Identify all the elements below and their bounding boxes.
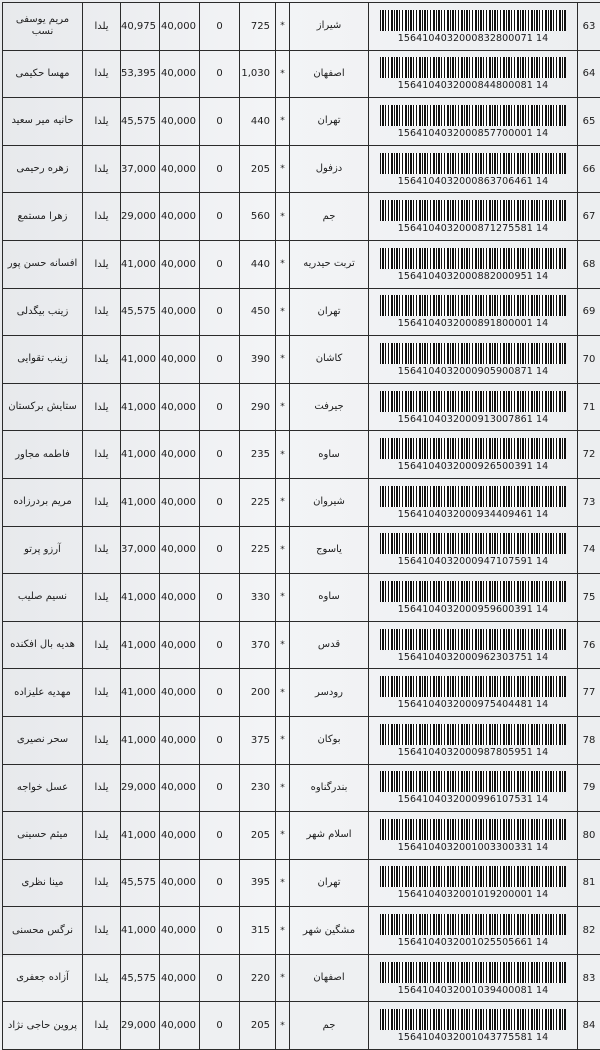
tracking-code: 1564104032000913007861 14 [373,414,573,425]
zero-value: 0 [200,193,240,241]
barcode-graphic [380,914,566,935]
barcode-cell [369,621,578,669]
recipient-name: زهرا مستمع [3,193,83,241]
mark-star: * [276,812,290,860]
mark-star: * [276,98,290,146]
package-type: یلدا [83,907,121,955]
tracking-code: 1564104032000926500391 14 [373,461,573,472]
package-type: یلدا [83,1002,121,1050]
barcode-graphic [380,629,566,650]
barcode-cell [369,812,578,860]
recipient-name: مریم یوسفی نسب [3,3,83,51]
amount-value: 205 [240,145,276,193]
city-name: ساوه [290,431,369,479]
amount-value: 375 [240,716,276,764]
tracking-code: 1564104032000891800001 14 [373,318,573,329]
table-row [3,193,600,241]
total-amount: 41,000 [121,812,160,860]
recipient-name: هدیه بال افکنده [3,621,83,669]
tracking-code: 1564104032000832800071 14 [373,33,573,44]
barcode-cell [369,716,578,764]
amount-value: 725 [240,3,276,51]
amount-value: 220 [240,954,276,1002]
total-amount: 29,000 [121,1002,160,1050]
barcode-cell [369,478,578,526]
barcode-cell [369,3,578,51]
amount-value: 440 [240,240,276,288]
city-name: تهران [290,98,369,146]
zero-value: 0 [200,240,240,288]
mark-star: * [276,907,290,955]
mark-star: * [276,383,290,431]
table-row [3,3,600,51]
barcode-cell [369,431,578,479]
tracking-code: 1564104032000947107591 14 [373,556,573,567]
total-amount: 37,000 [121,145,160,193]
package-type: یلدا [83,336,121,384]
table-row [3,859,600,907]
mark-star: * [276,431,290,479]
package-type: یلدا [83,669,121,717]
package-type: یلدا [83,764,121,812]
barcode-graphic [380,486,566,507]
recipient-name: مریم بردرزاده [3,478,83,526]
zero-value: 0 [200,859,240,907]
row-index: 80 [578,812,600,860]
row-index: 69 [578,288,600,336]
amount-value: 200 [240,669,276,717]
mark-star: * [276,1002,290,1050]
zero-value: 0 [200,478,240,526]
package-type: یلدا [83,716,121,764]
recipient-name: حانیه میر سعید [3,98,83,146]
total-amount: 40,975 [121,3,160,51]
table-row [3,336,600,384]
barcode-graphic [380,105,566,126]
mark-star: * [276,764,290,812]
base-amount: 40,000 [160,145,200,193]
row-index: 76 [578,621,600,669]
recipient-name: مینا نظری [3,859,83,907]
barcode-graphic [380,153,566,174]
table-row [3,288,600,336]
package-type: یلدا [83,431,121,479]
base-amount: 40,000 [160,478,200,526]
base-amount: 40,000 [160,812,200,860]
city-name: جم [290,193,369,241]
tracking-code: 1564104032000871275581 14 [373,223,573,234]
barcode-cell [369,764,578,812]
base-amount: 40,000 [160,50,200,98]
recipient-name: ستایش برکستان [3,383,83,431]
amount-value: 235 [240,431,276,479]
base-amount: 40,000 [160,383,200,431]
base-amount: 40,000 [160,859,200,907]
base-amount: 40,000 [160,431,200,479]
tracking-code: 1564104032000905900871 14 [373,366,573,377]
barcode-graphic [380,676,566,697]
recipient-name: آزاده جعفری [3,954,83,1002]
tracking-code: 1564104032000882000951 14 [373,271,573,282]
barcode-cell [369,336,578,384]
total-amount: 45,575 [121,98,160,146]
total-amount: 45,575 [121,288,160,336]
mark-star: * [276,574,290,622]
row-index: 70 [578,336,600,384]
base-amount: 40,000 [160,288,200,336]
row-index: 72 [578,431,600,479]
amount-value: 225 [240,478,276,526]
recipient-name: مهسا حکیمی [3,50,83,98]
zero-value: 0 [200,526,240,574]
barcode-cell [369,526,578,574]
recipient-name: زهره رحیمی [3,145,83,193]
total-amount: 41,000 [121,907,160,955]
mark-star: * [276,3,290,51]
base-amount: 40,000 [160,954,200,1002]
mark-star: * [276,526,290,574]
city-name: دزفول [290,145,369,193]
zero-value: 0 [200,954,240,1002]
city-name: مشگین شهر [290,907,369,955]
city-name: جم [290,1002,369,1050]
city-name: شیراز [290,3,369,51]
amount-value: 205 [240,812,276,860]
package-type: یلدا [83,574,121,622]
total-amount: 41,000 [121,621,160,669]
package-type: یلدا [83,812,121,860]
barcode-graphic [380,724,566,745]
city-name: تهران [290,859,369,907]
table-row [3,574,600,622]
barcode-graphic [380,962,566,983]
tracking-code: 1564104032000934409461 14 [373,509,573,520]
barcode-graphic [380,438,566,459]
barcode-cell [369,193,578,241]
table-row [3,478,600,526]
zero-value: 0 [200,812,240,860]
tracking-code: 1564104032000863706461 14 [373,176,573,187]
city-name: تربت حیدریه [290,240,369,288]
barcode-graphic [380,819,566,840]
total-amount: 37,000 [121,526,160,574]
table-row [3,98,600,146]
tracking-code: 1564104032000975404481 14 [373,699,573,710]
amount-value: 395 [240,859,276,907]
base-amount: 40,000 [160,193,200,241]
zero-value: 0 [200,716,240,764]
mark-star: * [276,145,290,193]
table-row [3,50,600,98]
row-index: 68 [578,240,600,288]
mark-star: * [276,288,290,336]
table-row [3,383,600,431]
zero-value: 0 [200,764,240,812]
table-row [3,669,600,717]
total-amount: 41,000 [121,383,160,431]
base-amount: 40,000 [160,716,200,764]
base-amount: 40,000 [160,1002,200,1050]
package-type: یلدا [83,288,121,336]
row-index: 64 [578,50,600,98]
base-amount: 40,000 [160,907,200,955]
amount-value: 450 [240,288,276,336]
recipient-name: سحر نصیری [3,716,83,764]
amount-value: 1,030 [240,50,276,98]
base-amount: 40,000 [160,240,200,288]
city-name: کاشان [290,336,369,384]
table-row [3,431,600,479]
city-name: یاسوج [290,526,369,574]
row-index: 78 [578,716,600,764]
total-amount: 41,000 [121,240,160,288]
barcode-cell [369,98,578,146]
row-index: 73 [578,478,600,526]
base-amount: 40,000 [160,621,200,669]
total-amount: 29,000 [121,764,160,812]
barcode-graphic [380,343,566,364]
city-name: تهران [290,288,369,336]
mark-star: * [276,859,290,907]
base-amount: 40,000 [160,526,200,574]
tracking-code: 1564104032000987805951 14 [373,747,573,758]
amount-value: 390 [240,336,276,384]
city-name: بوکان [290,716,369,764]
table-row [3,954,600,1002]
recipient-name: عسل خواجه [3,764,83,812]
barcode-graphic [380,1009,566,1030]
total-amount: 53,395 [121,50,160,98]
zero-value: 0 [200,50,240,98]
city-name: اسلام شهر [290,812,369,860]
table-row [3,764,600,812]
table-row [3,145,600,193]
barcode-cell [369,1002,578,1050]
table-row [3,1002,600,1050]
tracking-code: 1564104032000959600391 14 [373,604,573,615]
total-amount: 41,000 [121,336,160,384]
mark-star: * [276,621,290,669]
total-amount: 41,000 [121,574,160,622]
zero-value: 0 [200,621,240,669]
recipient-name: زینب بیگدلی [3,288,83,336]
zero-value: 0 [200,907,240,955]
base-amount: 40,000 [160,574,200,622]
mark-star: * [276,954,290,1002]
mark-star: * [276,336,290,384]
barcode-graphic [380,771,566,792]
recipient-name: آرزو پرتو [3,526,83,574]
city-name: رودسر [290,669,369,717]
table-row [3,907,600,955]
total-amount: 29,000 [121,193,160,241]
table-row [3,716,600,764]
barcode-cell [369,288,578,336]
recipient-name: زینب تقوایی [3,336,83,384]
package-type: یلدا [83,526,121,574]
row-index: 84 [578,1002,600,1050]
table-body [3,3,600,1050]
total-amount: 41,000 [121,716,160,764]
recipient-name: پروین حاجی نژاد [3,1002,83,1050]
barcode-cell [369,145,578,193]
barcode-cell [369,50,578,98]
amount-value: 440 [240,98,276,146]
package-type: یلدا [83,478,121,526]
amount-value: 230 [240,764,276,812]
barcode-graphic [380,866,566,887]
row-index: 82 [578,907,600,955]
package-type: یلدا [83,193,121,241]
amount-value: 370 [240,621,276,669]
barcode-cell [369,669,578,717]
city-name: بندرگناوه [290,764,369,812]
tracking-code: 1564104032001043775581 14 [373,1032,573,1043]
zero-value: 0 [200,336,240,384]
zero-value: 0 [200,574,240,622]
recipient-name: افسانه حسن پور [3,240,83,288]
row-index: 81 [578,859,600,907]
package-type: یلدا [83,50,121,98]
amount-value: 315 [240,907,276,955]
barcode-cell [369,574,578,622]
amount-value: 290 [240,383,276,431]
mark-star: * [276,478,290,526]
row-index: 71 [578,383,600,431]
barcode-graphic [380,391,566,412]
base-amount: 40,000 [160,98,200,146]
barcode-cell [369,240,578,288]
mark-star: * [276,669,290,717]
total-amount: 45,575 [121,859,160,907]
total-amount: 41,000 [121,431,160,479]
package-type: یلدا [83,954,121,1002]
amount-value: 205 [240,1002,276,1050]
zero-value: 0 [200,431,240,479]
tracking-code: 1564104032000844800081 14 [373,80,573,91]
city-name: اصفهان [290,954,369,1002]
package-type: یلدا [83,3,121,51]
row-index: 63 [578,3,600,51]
row-index: 77 [578,669,600,717]
barcode-graphic [380,248,566,269]
barcode-graphic [380,10,566,31]
package-type: یلدا [83,621,121,669]
row-index: 65 [578,98,600,146]
city-name: جیرفت [290,383,369,431]
city-name: شیروان [290,478,369,526]
barcode-cell [369,954,578,1002]
zero-value: 0 [200,3,240,51]
barcode-graphic [380,57,566,78]
zero-value: 0 [200,288,240,336]
total-amount: 41,000 [121,669,160,717]
amount-value: 225 [240,526,276,574]
tracking-code: 1564104032000962303751 14 [373,652,573,663]
table-row [3,812,600,860]
base-amount: 40,000 [160,764,200,812]
base-amount: 40,000 [160,669,200,717]
zero-value: 0 [200,1002,240,1050]
mark-star: * [276,193,290,241]
row-index: 79 [578,764,600,812]
row-index: 67 [578,193,600,241]
barcode-graphic [380,581,566,602]
barcode-graphic [380,533,566,554]
tracking-code: 1564104032001019200001 14 [373,889,573,900]
barcode-cell [369,907,578,955]
package-type: یلدا [83,240,121,288]
mark-star: * [276,240,290,288]
barcode-cell [369,383,578,431]
city-name: اصفهان [290,50,369,98]
zero-value: 0 [200,669,240,717]
zero-value: 0 [200,145,240,193]
tracking-code: 1564104032000857700001 14 [373,128,573,139]
recipient-name: نرگس محسنی [3,907,83,955]
recipient-name: مهدیه علیزاده [3,669,83,717]
zero-value: 0 [200,98,240,146]
shipments-table [2,2,600,1050]
tracking-code: 1564104032001003300331 14 [373,842,573,853]
city-name: قدس [290,621,369,669]
base-amount: 40,000 [160,3,200,51]
total-amount: 45,575 [121,954,160,1002]
barcode-graphic [380,295,566,316]
base-amount: 40,000 [160,336,200,384]
row-index: 74 [578,526,600,574]
total-amount: 41,000 [121,478,160,526]
table-row [3,526,600,574]
mark-star: * [276,716,290,764]
package-type: یلدا [83,383,121,431]
row-index: 75 [578,574,600,622]
tracking-code: 1564104032001039400081 14 [373,985,573,996]
table-row [3,240,600,288]
recipient-name: میثم حسینی [3,812,83,860]
city-name: ساوه [290,574,369,622]
tracking-code: 1564104032001025505661 14 [373,937,573,948]
recipient-name: نسیم صلیب [3,574,83,622]
barcode-cell [369,859,578,907]
barcode-graphic [380,200,566,221]
row-index: 83 [578,954,600,1002]
row-index: 66 [578,145,600,193]
mark-star: * [276,50,290,98]
amount-value: 330 [240,574,276,622]
package-type: یلدا [83,145,121,193]
zero-value: 0 [200,383,240,431]
recipient-name: فاطمه مجاور [3,431,83,479]
package-type: یلدا [83,859,121,907]
tracking-code: 1564104032000996107531 14 [373,794,573,805]
amount-value: 560 [240,193,276,241]
package-type: یلدا [83,98,121,146]
table-row [3,621,600,669]
